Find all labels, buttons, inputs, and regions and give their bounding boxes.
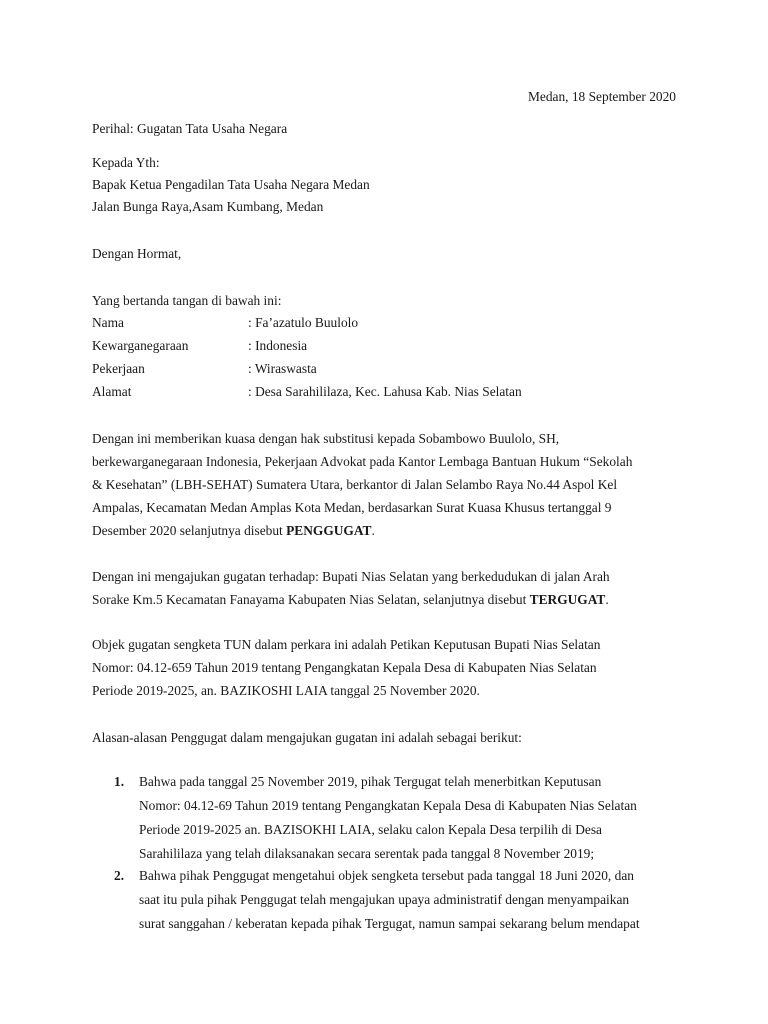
list-item-line: Periode 2019-2025 an. BAZISOKHI LAIA, selaku calon Kepala Desa terpilih di Desa bbox=[139, 822, 602, 837]
reasons-intro: Alasan-alasan Penggugat dalam mengajukan gugatan ini adalah sebagai berikut: bbox=[92, 730, 522, 745]
list-number: 1. bbox=[114, 774, 125, 789]
field-label: Alamat bbox=[92, 384, 132, 399]
paragraph-line bbox=[92, 593, 609, 606]
field-label: Pekerjaan bbox=[92, 361, 145, 376]
paragraph-text: Desember 2020 selanjutnya disebut bbox=[92, 523, 287, 538]
paragraph-line: Dengan ini mengajukan gugatan terhadap: Bupati Nias Selatan yang berkedudukan di jalan Arah bbox=[92, 569, 610, 584]
plaintiff-term: PENGGUGAT bbox=[286, 523, 372, 538]
letter-subject: Perihal: Gugatan Tata Usaha Negara bbox=[92, 121, 288, 136]
paragraph-line: & Kesehatan” (LBH-SEHAT) Sumatera Utara, berkantor di Jalan Selambo Raya No.44 Aspol Kel bbox=[92, 477, 618, 492]
paragraph-line: Nomor: 04.12-659 Tahun 2019 tentang Pengangkatan Kepala Desa di Kabupaten Nias Selatan bbox=[92, 660, 597, 675]
recipient-heading: Kepada Yth: bbox=[92, 155, 160, 170]
field-value: : Indonesia bbox=[248, 338, 308, 353]
list-number: 2. bbox=[114, 868, 125, 883]
paragraph-text: Sorake Km.5 Kecamatan Fanayama Kabupaten Nias Selatan, selanjutnya disebut bbox=[92, 592, 530, 607]
paragraph-line: Periode 2019-2025, an. BAZIKOSHI LAIA tanggal 25 November 2020. bbox=[92, 683, 480, 698]
intro-text: Yang bertanda tangan di bawah ini: bbox=[92, 293, 282, 308]
field-label: Nama bbox=[92, 315, 124, 330]
field-value: : Desa Sarahililaza, Kec. Lahusa Kab. Nias Selatan bbox=[248, 384, 522, 399]
paragraph-text: . bbox=[371, 523, 375, 538]
recipient-name: Bapak Ketua Pengadilan Tata Usaha Negara Medan bbox=[92, 177, 370, 192]
list-item-line: Bahwa pada tanggal 25 November 2019, pihak Tergugat telah menerbitkan Keputusan bbox=[139, 774, 602, 789]
field-value: : Fa’azatulo Buulolo bbox=[248, 315, 359, 330]
list-item-line: Nomor: 04.12-69 Tahun 2019 tentang Pengangkatan Kepala Desa di Kabupaten Nias Selatan bbox=[139, 798, 637, 813]
field-value: : Wiraswasta bbox=[248, 361, 317, 376]
list-item-line: Bahwa pihak Penggugat mengetahui objek sengketa tersebut pada tanggal 18 Juni 2020, dan bbox=[139, 868, 634, 883]
paragraph-line: berkewarganegaraan Indonesia, Pekerjaan Advokat pada Kantor Lembaga Bantuan Hukum “Sekolah bbox=[92, 454, 633, 469]
list-item-line: saat itu pula pihak Penggugat telah mengajukan upaya administratif dengan menyampaikan bbox=[139, 892, 630, 907]
list-item-line: surat sanggahan / keberatan kepada pihak Tergugat, namun sampai sekarang belum mendapat bbox=[139, 916, 640, 931]
paragraph-line: Objek gugatan sengketa TUN dalam perkara ini adalah Petikan Keputusan Bupati Nias Selatan bbox=[92, 637, 601, 652]
defendant-term: TERGUGAT bbox=[529, 592, 606, 607]
list-item-line: Sarahililaza yang telah dilaksanakan secara serentak pada tanggal 8 November 2019; bbox=[139, 846, 595, 861]
paragraph-text: . bbox=[605, 592, 609, 607]
paragraph-line: Ampalas, Kecamatan Medan Amplas Kota Medan, berdasarkan Surat Kuasa Khusus tertanggal 9 bbox=[92, 500, 612, 515]
paragraph-line bbox=[92, 524, 375, 537]
greeting: Dengan Hormat, bbox=[92, 246, 182, 261]
field-label: Kewarganegaraan bbox=[92, 338, 189, 353]
paragraph-line: Dengan ini memberikan kuasa dengan hak substitusi kepada Sobambowo Buulolo, SH, bbox=[92, 431, 560, 446]
recipient-address: Jalan Bunga Raya,Asam Kumbang, Medan bbox=[92, 199, 324, 214]
letter-date: Medan, 18 September 2020 bbox=[527, 89, 676, 104]
